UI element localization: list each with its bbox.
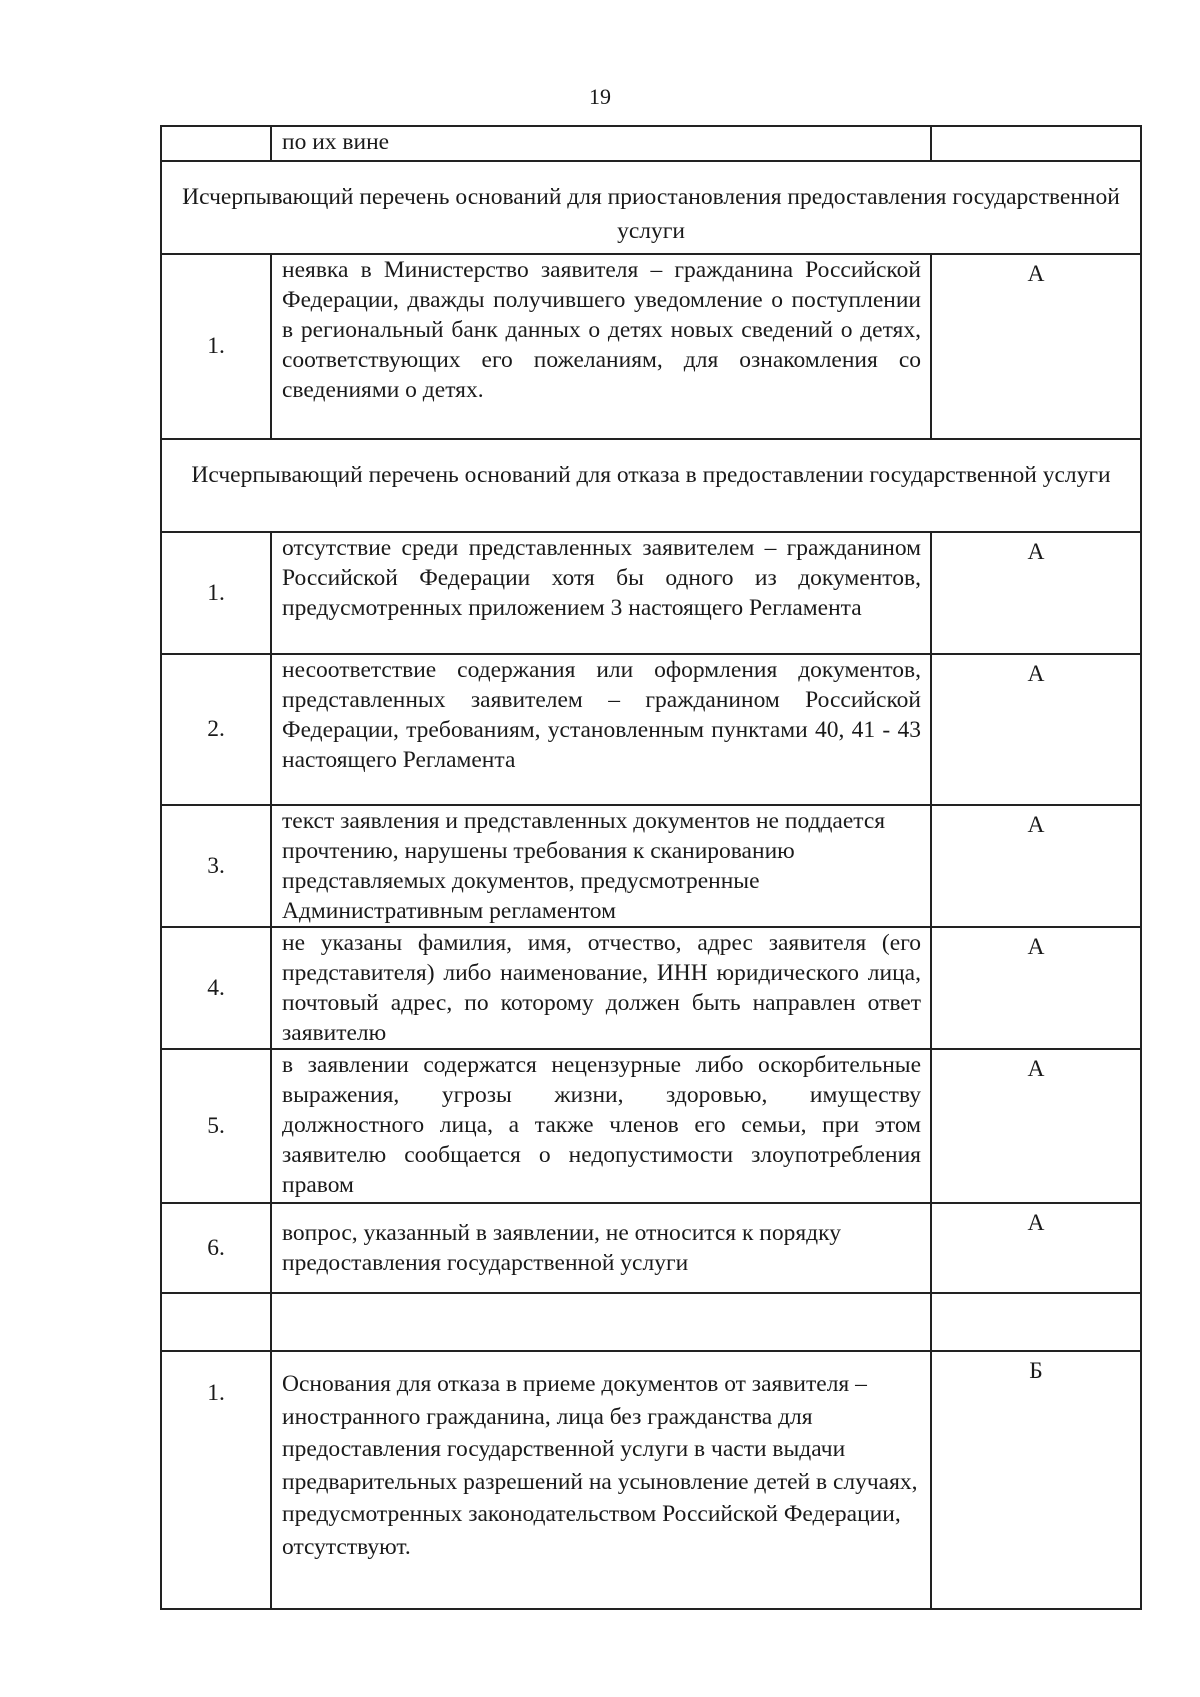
row-code: А (931, 654, 1141, 805)
row-text: не указаны фамилия, имя, отчество, адрес заявителя (его представителя) либо наименование, ИНН юридического лица, почтовый адрес, по которому должен быть направлен ответ заявителю (271, 927, 931, 1049)
row-text: отсутствие среди представленных заявителем – гражданином Российской Федерации хотя бы одного из документов, предусмотренных приложением 3 настоящего Регламента (271, 532, 931, 654)
row-code: А (931, 532, 1141, 654)
section-title-suspension: Исчерпывающий перечень оснований для приостановления предоставления государственной услуги (161, 161, 1141, 254)
row-number: 6. (161, 1203, 271, 1293)
row-text: в заявлении содержатся нецензурные либо оскорбительные выражения, угрозы жизни, здоровью, имуществу должностного лица, а также членов его семьи, при этом заявителю сообщается о недопустимости злоупотребления правом (271, 1049, 931, 1203)
row-code: А (931, 927, 1141, 1049)
table-row (161, 1203, 1141, 1293)
empty-cell (271, 1293, 931, 1351)
section-header-row (161, 161, 1141, 254)
row-number: 3. (161, 805, 271, 927)
empty-cell (931, 1293, 1141, 1351)
table-row (161, 254, 1141, 439)
row-code: А (931, 1203, 1141, 1293)
row-code: А (931, 805, 1141, 927)
empty-row (161, 1293, 1141, 1351)
row-code: А (931, 254, 1141, 439)
row-code: Б (931, 1351, 1141, 1609)
table-row (161, 654, 1141, 805)
row-number: 1. (161, 254, 271, 439)
row-text: вопрос, указанный в заявлении, не относится к порядку предоставления государственной услуги (271, 1203, 931, 1293)
number-cell (161, 126, 271, 161)
text-cell: по их вине (271, 126, 931, 161)
row-number: 1. (161, 1351, 271, 1609)
table-row (161, 1049, 1141, 1203)
table-row (161, 126, 1141, 161)
grounds-table (160, 125, 1142, 1610)
row-number: 1. (161, 532, 271, 654)
section-title-refusal: Исчерпывающий перечень оснований для отказа в предоставлении государственной услуги (161, 439, 1141, 532)
row-code: А (931, 1049, 1141, 1203)
table-row (161, 1351, 1141, 1609)
row-text: текст заявления и представленных документов не поддается прочтению, нарушены требования к сканированию представляемых документов, предусмотренные Административным регламентом (271, 805, 931, 927)
row-number: 4. (161, 927, 271, 1049)
section-header-row (161, 439, 1141, 532)
page-number: 19 (589, 84, 611, 109)
table-row (161, 805, 1141, 927)
table-row (161, 532, 1141, 654)
row-text: неявка в Министерство заявителя – гражданина Российской Федерации, дважды получившего уведомление о поступлении в региональный банк данных о детях новых сведений о детях, соответствующих его пожеланиям, для ознакомления со сведениями о детях. (271, 254, 931, 439)
row-text: несоответствие содержания или оформления документов, представленных заявителем – гражданином Российской Федерации, требованиям, установленным пунктами 40, 41 - 43 настоящего Регламента (271, 654, 931, 805)
code-cell (931, 126, 1141, 161)
empty-cell (161, 1293, 271, 1351)
row-number: 5. (161, 1049, 271, 1203)
row-number: 2. (161, 654, 271, 805)
row-text: Основания для отказа в приеме документов от заявителя – иностранного гражданина, лица без гражданства для предоставления государственной услуги в части выдачи предварительных разрешений на усыновление детей в случаях, предусмотренных законодательством Российской Федерации, отсутствуют. (271, 1351, 931, 1609)
table-row (161, 927, 1141, 1049)
